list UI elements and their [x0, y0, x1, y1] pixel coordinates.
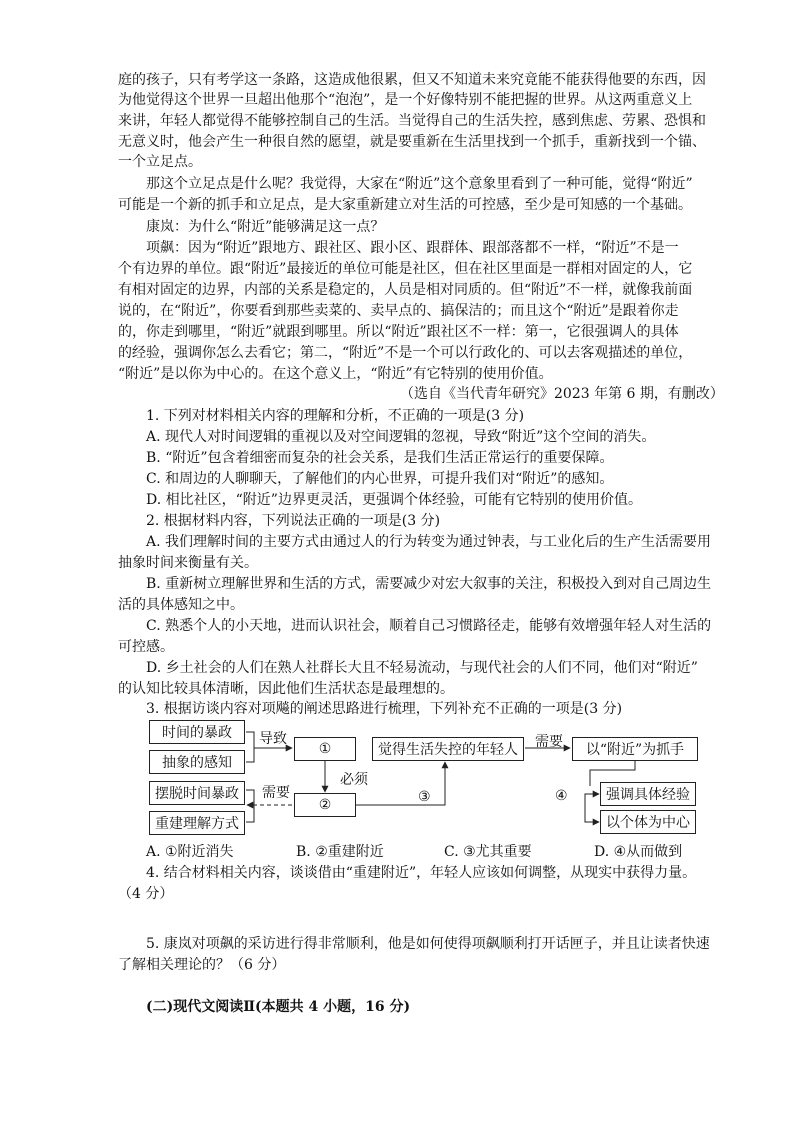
- question-1-option-a: A. 现代人对时间逻辑的重视以及对空间逻辑的忽视，导致“附近”这个空间的消失。: [146, 429, 656, 445]
- question-5-stem: 5. 康岚对项飙的采访进行得非常顺利，他是如何使得项飙顺利打开话匣子，并且让读者快速: [146, 936, 710, 952]
- label-need-left: 需要: [262, 785, 290, 801]
- label-must: 必须: [340, 772, 368, 788]
- question-2-option-b: B. 重新树立理解世界和生活的方式，需要减少对宏大叙事的关注，积极投入到对自己周边生: [146, 576, 712, 592]
- question-2-stem: 2. 根据材料内容，下列说法正确的一项是(3 分): [146, 513, 441, 529]
- text-line: 来讲，年轻人都觉得不能够控制自己的生活。当觉得自己的生活失控，感到焦虑、劳累、恐惧和: [118, 113, 706, 129]
- node-stress-experience: 强调具体经验: [600, 782, 696, 806]
- question-1-option-c: C. 和周边的人聊聊天，了解他们的内心世界，可提升我们对“附近”的感知。: [146, 471, 614, 487]
- text-line: 的经验，强调你怎么去看它；第二，“附近”不是一个可以行政化的、可以去客观描述的单位，: [118, 345, 693, 361]
- interview-question: 康岚：为什么“附近”能够满足这一点？: [146, 219, 385, 235]
- question-4-stem: 4. 结合材料相关内容，谈谈借由“重建附近”，年轻人应该如何调整，从现实中获得力量。: [146, 865, 697, 881]
- text-line: 为他觉得这个世界一旦超出他那个“泡泡”，是一个好像特别不能把握的世界。从这两重意义上: [118, 92, 693, 108]
- text-line: 个有边界的单位。跟“附近”最接近的单位可能是社区，但在社区里面是一群相对固定的人，它: [118, 261, 693, 277]
- question-3-option-c: C. ③尤其重要: [444, 844, 532, 860]
- label-lead-to: 导致: [259, 731, 287, 747]
- text-line: 项飙：因为“附近”跟地方、跟社区、跟小区、跟群体、跟部落都不一样，“附近”不是一: [146, 240, 679, 256]
- node-time-tyranny: 时间的暴政: [149, 720, 245, 744]
- question-5-stem-cont: 了解相关理论的？（6 分）: [118, 957, 286, 973]
- text-line: 一个立足点。: [118, 154, 202, 170]
- text-line: “附近”是以你为中心的。在这个意义上，“附近”有它特别的使用价值。: [118, 366, 553, 382]
- node-abstract-feel: 抽象的感知: [149, 750, 245, 774]
- text-line: 庭的孩子，只有考学这一条路，这造成他很累，但又不知道未来究竟能不能获得他要的东西，因: [118, 72, 706, 88]
- node-individual-center: 以个体为中心: [600, 810, 696, 834]
- text-line: 可能是一个新的抓手和立足点，是大家重新建立对生活的可控感，至少是可知感的一个基础。: [118, 197, 692, 213]
- question-1-option-d: D. 相比社区，“附近”边界更灵活，更强调个体经验，可能有它特别的使用价值。: [146, 492, 642, 508]
- node-rebuild-understanding: 重建理解方式: [149, 811, 245, 835]
- label-slot-4: ④: [555, 788, 568, 804]
- question-1-stem: 1. 下列对材料相关内容的理解和分析，不正确的一项是(3 分): [146, 408, 525, 424]
- question-3-option-b: B. ②重建附近: [296, 844, 384, 860]
- question-4-stem-cont: （4 分）: [118, 886, 174, 902]
- question-1-option-b: B. “附近”包含着细密而复杂的社会关系，是我们生活正常运行的重要保障。: [146, 450, 614, 466]
- label-need-right: 需要: [535, 734, 563, 750]
- label-slot-3: ③: [418, 789, 431, 805]
- text-line: 说的，在“附近”，你要看到那些卖菜的、卖早点的、搞保洁的；而且这个“附近”是跟着你走: [118, 303, 679, 319]
- question-3-option-d: D. ④从而做到: [594, 844, 683, 860]
- text-line: 无意义时，他会产生一种很自然的愿望，就是要重新在生活里找到一个抓手，重新找到一个锚、: [118, 134, 706, 150]
- node-escape-tyranny: 摆脱时间暴政: [149, 781, 245, 805]
- question-2-option-d-cont: 的认知比较具体清晰，因此他们生活状态是最理想的。: [118, 681, 454, 697]
- question-2-option-d: D. 乡土社会的人们在熟人社群长大且不轻易流动，与现代社会的人们不同，他们对“附近”: [146, 660, 698, 676]
- question-2-option-a: A. 我们理解时间的主要方式由通过人的行为转变为通过钟表，与工业化后的生产生活需要用: [146, 534, 712, 550]
- node-youth-losing-control: 觉得生活失控的年轻人: [372, 737, 524, 761]
- node-slot-2: ②: [294, 793, 356, 817]
- question-3-stem: 3. 根据访谈内容对项飚的阐述思路进行梳理，下列补充不正确的一项是(3 分): [146, 701, 623, 717]
- text-line: 的，你走到哪里，“附近”就跟到哪里。所以“附近”跟社区不一样：第一，它很强调人的具体: [118, 324, 679, 340]
- node-slot-1: ①: [294, 737, 356, 761]
- question-2-option-c: C. 熟悉个人的小天地，进而认识社会，顺着自己习惯路径走，能够有效增强年轻人对生活的: [146, 618, 712, 634]
- question-2-option-c-cont: 可控感。: [118, 639, 174, 655]
- question-2-option-b-cont: 活的具体感知之中。: [118, 597, 244, 613]
- source-citation: （选自《当代青年研究》2023 年第 6 期，有删改）: [400, 386, 724, 402]
- question-2-option-a-cont: 抽象时间来衡量有关。: [118, 555, 258, 571]
- section-heading: (二)现代文阅读Ⅱ(本题共 4 小题，16 分): [146, 999, 411, 1015]
- text-line: 那这个立足点是什么呢？我觉得，大家在“附近”这个意象里看到了一种可能，觉得“附近”: [146, 176, 693, 192]
- text-line: 有相对固定的边界，内部的关系是稳定的，人员是相对同质的。但“附近”不一样，就像我前面: [118, 282, 693, 298]
- question-3-option-a: A. ①附近消失: [146, 844, 234, 860]
- node-nearby-as-grip: 以“附近”为抓手: [572, 737, 698, 761]
